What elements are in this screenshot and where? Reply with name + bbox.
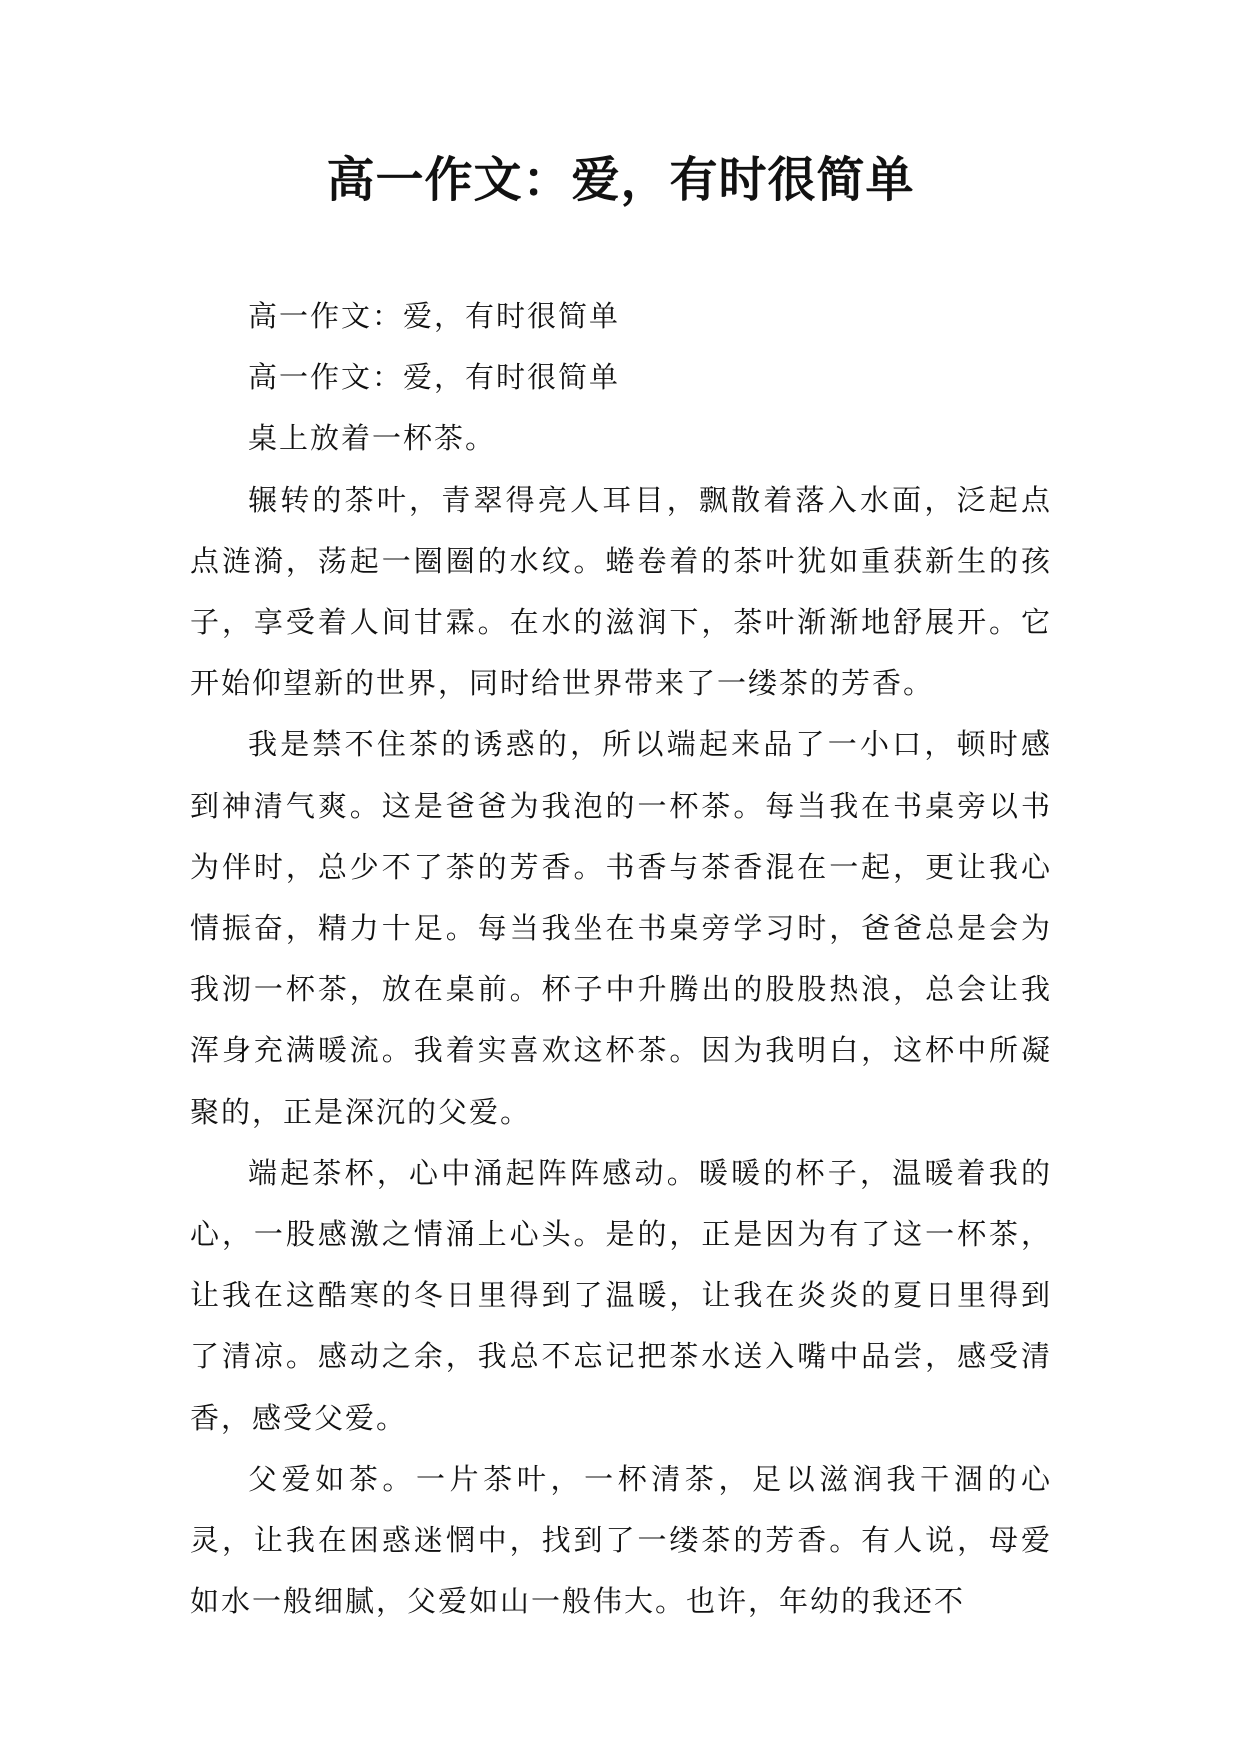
paragraph-7: 父爱如茶。一片茶叶，一杯清茶，足以滋润我干涸的心灵，让我在困惑迷惘中，找到了一缕茶的芳香。有人说，母爱如水一般细腻，父爱如山一般伟大。也许，年幼的我还不 bbox=[190, 1461, 1052, 1619]
paragraph-2: 高一作文：爱，有时很简单 bbox=[248, 360, 621, 395]
paragraph-3: 桌上放着一杯茶。 bbox=[248, 421, 497, 456]
paragraph-5: 我是禁不住茶的诱惑的，所以端起来品了一小口，顿时感到神清气爽。这是爸爸为我泡的一杯茶。每当我在书桌旁以书为伴时，总少不了茶的芳香。书香与茶香混在一起，更让我心情振奋，精力十足。每当我坐在书桌旁学习时，爸爸总是会为我沏一杯茶，放在桌前。杯子中升腾出的股股热浪，总会让我浑身充满暖流。我着实喜欢这杯茶。因为我明白，这杯中所凝聚的，正是深沉的父爱。 bbox=[190, 727, 1052, 1129]
paragraph-4: 辗转的茶叶，青翠得亮人耳目，飘散着落入水面，泛起点点涟漪，荡起一圈圈的水纹。蜷卷着的茶叶犹如重获新生的孩子，享受着人间甘霖。在水的滋润下，茶叶渐渐地舒展开。它开始仰望新的世界，同时给世界带来了一缕茶的芳香。 bbox=[190, 482, 1052, 701]
document-title: 高一作文：爱，有时很简单 bbox=[326, 152, 915, 208]
document-body bbox=[190, 286, 1052, 1632]
paragraph-6: 端起茶杯，心中涌起阵阵感动。暖暖的杯子，温暖着我的心，一股感激之情涌上心头。是的，正是因为有了这一杯茶，让我在这酷寒的冬日里得到了温暖，让我在炎炎的夏日里得到了清凉。感动之余，我总不忘记把茶水送入嘴中品尝，感受清香，感受父爱。 bbox=[190, 1155, 1052, 1435]
paragraph-1: 高一作文：爱，有时很简单 bbox=[248, 299, 621, 333]
